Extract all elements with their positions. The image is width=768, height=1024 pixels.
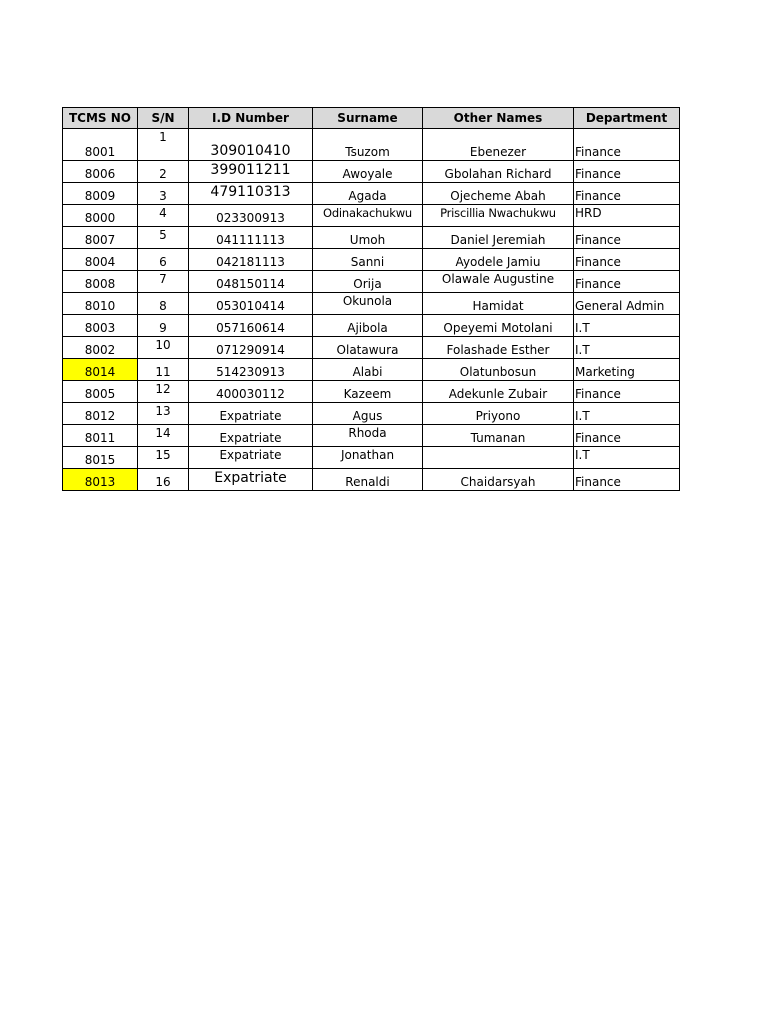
cell-tcms-no: 8006 (63, 161, 138, 183)
cell-other-names: Chaidarsyah (423, 469, 574, 491)
cell-other-names: Tumanan (423, 425, 574, 447)
header-tcms-no: TCMS NO (63, 108, 138, 129)
cell-tcms-no: 8014 (63, 359, 138, 381)
cell-sn: 9 (138, 315, 189, 337)
cell-tcms-no: 8012 (63, 403, 138, 425)
cell-sn: 7 (138, 271, 189, 293)
cell-surname: Jonathan (313, 447, 423, 469)
header-other-names: Other Names (423, 108, 574, 129)
table-row (63, 271, 680, 293)
cell-id-number: 399011211 (189, 161, 313, 183)
table-row (63, 447, 680, 469)
cell-tcms-no: 8003 (63, 315, 138, 337)
cell-department: Finance (574, 183, 680, 205)
cell-tcms-no: 8001 (63, 129, 138, 161)
cell-id-number: 057160614 (189, 315, 313, 337)
cell-surname: Sanni (313, 249, 423, 271)
cell-other-names: Olatunbosun (423, 359, 574, 381)
cell-sn: 13 (138, 403, 189, 425)
cell-sn: 3 (138, 183, 189, 205)
cell-sn: 1 (138, 129, 189, 161)
cell-id-number: Expatriate (189, 425, 313, 447)
cell-sn: 16 (138, 469, 189, 491)
cell-tcms-no: 8008 (63, 271, 138, 293)
cell-sn: 15 (138, 447, 189, 469)
cell-surname: Umoh (313, 227, 423, 249)
cell-id-number: 514230913 (189, 359, 313, 381)
cell-department: Finance (574, 425, 680, 447)
cell-id-number: 309010410 (189, 129, 313, 161)
cell-surname: Orija (313, 271, 423, 293)
cell-tcms-no: 8013 (63, 469, 138, 491)
cell-other-names: Priscillia Nwachukwu (423, 205, 574, 227)
cell-surname: Awoyale (313, 161, 423, 183)
cell-sn: 11 (138, 359, 189, 381)
cell-department: I.T (574, 315, 680, 337)
cell-tcms-no: 8002 (63, 337, 138, 359)
table-row (63, 227, 680, 249)
cell-other-names: Folashade Esther (423, 337, 574, 359)
cell-other-names: Ebenezer (423, 129, 574, 161)
cell-surname: Alabi (313, 359, 423, 381)
cell-tcms-no: 8000 (63, 205, 138, 227)
cell-other-names: Gbolahan Richard (423, 161, 574, 183)
cell-tcms-no: 8007 (63, 227, 138, 249)
cell-department: I.T (574, 447, 680, 469)
cell-department: Finance (574, 249, 680, 271)
header-id-number: I.D Number (189, 108, 313, 129)
cell-id-number: 042181113 (189, 249, 313, 271)
cell-department: Finance (574, 129, 680, 161)
cell-id-number: 479110313 (189, 183, 313, 205)
cell-department: I.T (574, 403, 680, 425)
cell-tcms-no: 8004 (63, 249, 138, 271)
cell-surname: Okunola (313, 293, 423, 315)
cell-other-names: Priyono (423, 403, 574, 425)
cell-sn: 6 (138, 249, 189, 271)
cell-sn: 10 (138, 337, 189, 359)
cell-other-names: Opeyemi Motolani (423, 315, 574, 337)
cell-id-number: 400030112 (189, 381, 313, 403)
cell-surname: Odinakachukwu (313, 205, 423, 227)
table-row (63, 403, 680, 425)
staff-table (62, 107, 680, 491)
cell-surname: Agus (313, 403, 423, 425)
cell-sn: 8 (138, 293, 189, 315)
cell-department: Finance (574, 227, 680, 249)
header-surname: Surname (313, 108, 423, 129)
cell-department: Finance (574, 271, 680, 293)
cell-id-number: 071290914 (189, 337, 313, 359)
cell-id-number: Expatriate (189, 403, 313, 425)
cell-surname: Tsuzom (313, 129, 423, 161)
cell-tcms-no: 8009 (63, 183, 138, 205)
cell-department: Finance (574, 381, 680, 403)
cell-sn: 4 (138, 205, 189, 227)
cell-other-names (423, 447, 574, 469)
cell-id-number: 048150114 (189, 271, 313, 293)
cell-surname: Kazeem (313, 381, 423, 403)
table-row (63, 315, 680, 337)
cell-tcms-no: 8010 (63, 293, 138, 315)
cell-surname: Rhoda (313, 425, 423, 447)
cell-department: Marketing (574, 359, 680, 381)
cell-other-names: Olawale Augustine (423, 271, 574, 293)
cell-other-names: Ayodele Jamiu (423, 249, 574, 271)
cell-other-names: Daniel Jeremiah (423, 227, 574, 249)
cell-id-number: 053010414 (189, 293, 313, 315)
cell-id-number: 023300913 (189, 205, 313, 227)
cell-tcms-no: 8011 (63, 425, 138, 447)
cell-tcms-no: 8005 (63, 381, 138, 403)
cell-department: Finance (574, 469, 680, 491)
header-department: Department (574, 108, 680, 129)
table-row (63, 129, 680, 161)
table-row (63, 205, 680, 227)
cell-surname: Ajibola (313, 315, 423, 337)
table-row (63, 293, 680, 315)
table-header (63, 108, 680, 129)
table-row (63, 249, 680, 271)
header-sn: S/N (138, 108, 189, 129)
header-row (63, 108, 680, 129)
cell-id-number: 041111113 (189, 227, 313, 249)
table-row (63, 183, 680, 205)
table-row (63, 381, 680, 403)
cell-department: HRD (574, 205, 680, 227)
table-row (63, 425, 680, 447)
cell-id-number: Expatriate (189, 469, 313, 491)
cell-sn: 5 (138, 227, 189, 249)
cell-tcms-no: 8015 (63, 447, 138, 469)
table-row (63, 337, 680, 359)
cell-sn: 14 (138, 425, 189, 447)
cell-other-names: Ojecheme Abah (423, 183, 574, 205)
table-body (63, 129, 680, 491)
cell-surname: Olatawura (313, 337, 423, 359)
cell-other-names: Adekunle Zubair (423, 381, 574, 403)
cell-department: Finance (574, 161, 680, 183)
cell-department: I.T (574, 337, 680, 359)
cell-surname: Renaldi (313, 469, 423, 491)
cell-surname: Agada (313, 183, 423, 205)
table-row (63, 469, 680, 491)
cell-department: General Admin (574, 293, 680, 315)
table-row (63, 161, 680, 183)
cell-sn: 12 (138, 381, 189, 403)
cell-id-number: Expatriate (189, 447, 313, 469)
table-row (63, 359, 680, 381)
cell-other-names: Hamidat (423, 293, 574, 315)
cell-sn: 2 (138, 161, 189, 183)
